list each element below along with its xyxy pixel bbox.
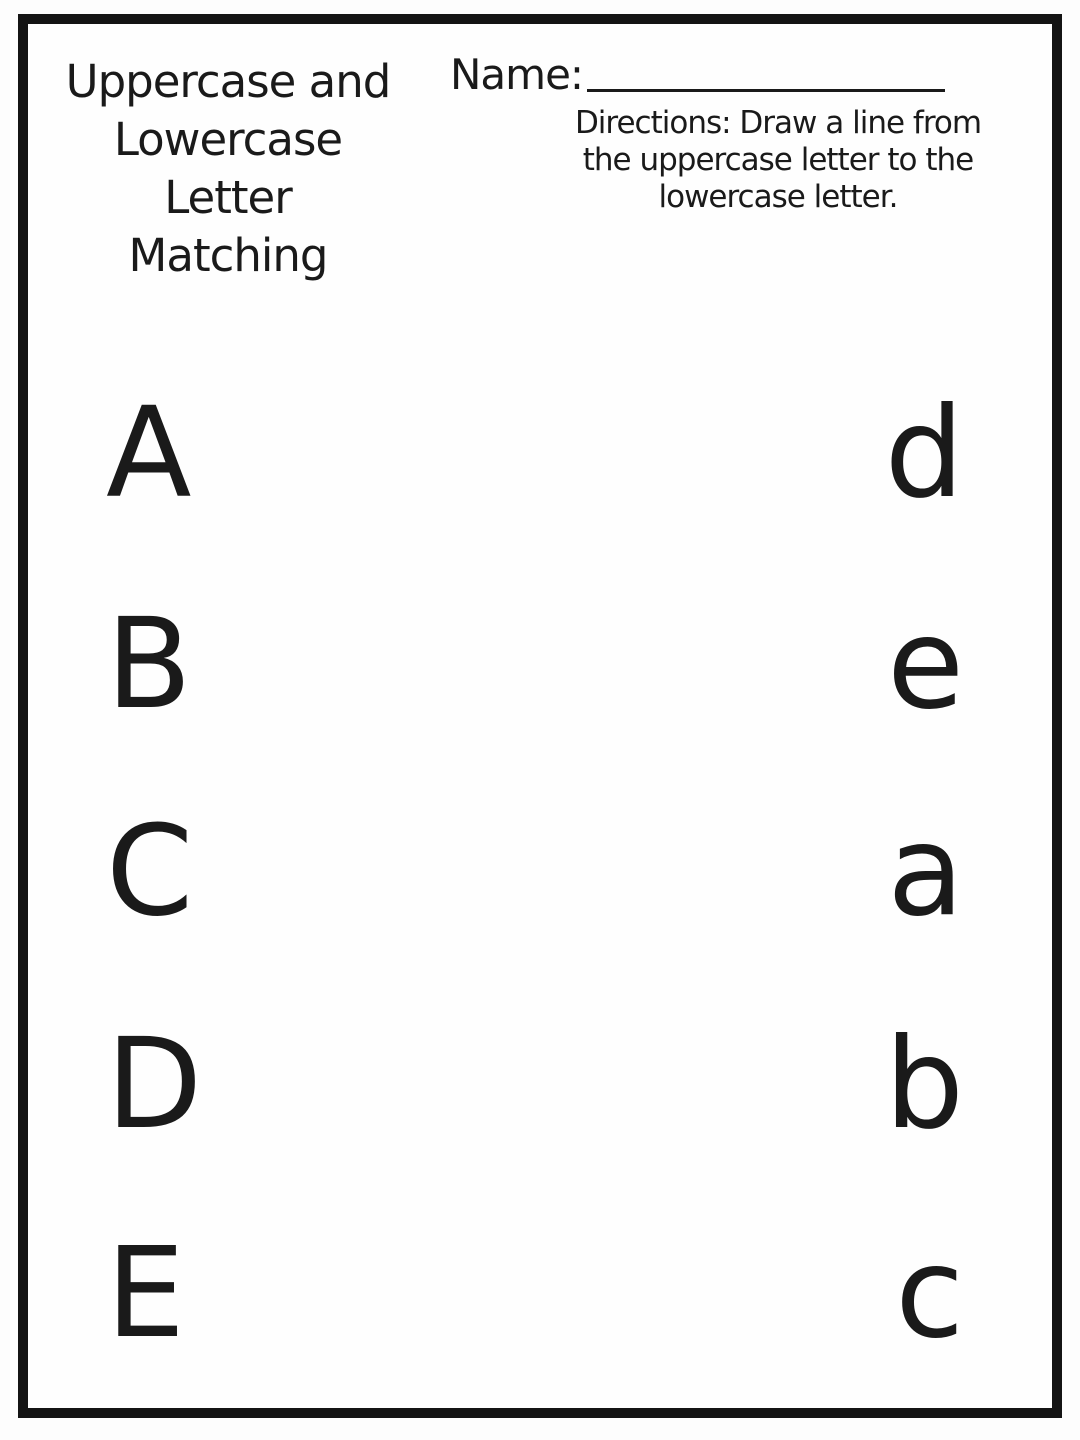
directions-line-2: the uppercase letter to the	[582, 142, 974, 178]
lowercase-letter[interactable]: a	[887, 799, 964, 944]
page-border-frame	[18, 14, 1062, 1418]
lowercase-letter[interactable]: b	[884, 1012, 964, 1157]
lowercase-letter[interactable]: c	[895, 1221, 964, 1366]
name-input-line[interactable]	[587, 54, 945, 92]
directions-line-1: Directions: Draw a line from	[574, 105, 982, 141]
uppercase-letter[interactable]: A	[106, 381, 192, 526]
directions-text	[468, 105, 1080, 216]
match-row	[28, 1221, 1052, 1366]
lowercase-letter[interactable]: d	[884, 381, 964, 526]
title-line-2: Lowercase	[113, 113, 343, 166]
name-row	[450, 50, 945, 99]
match-row	[28, 381, 1052, 526]
title-line-3: Letter	[164, 171, 292, 224]
uppercase-letter[interactable]: D	[106, 1012, 203, 1157]
match-row	[28, 1012, 1052, 1157]
worksheet-title	[28, 53, 428, 285]
match-row	[28, 799, 1052, 944]
uppercase-letter[interactable]: B	[106, 592, 192, 737]
name-label: Name:	[450, 50, 584, 99]
lowercase-letter[interactable]: e	[887, 592, 964, 737]
match-row	[28, 592, 1052, 737]
uppercase-letter[interactable]: C	[106, 799, 194, 944]
title-line-4: Matching	[128, 229, 328, 282]
title-line-1: Uppercase and	[65, 55, 391, 108]
uppercase-letter[interactable]: E	[106, 1221, 185, 1366]
directions-line-3: lowercase letter.	[658, 179, 898, 215]
